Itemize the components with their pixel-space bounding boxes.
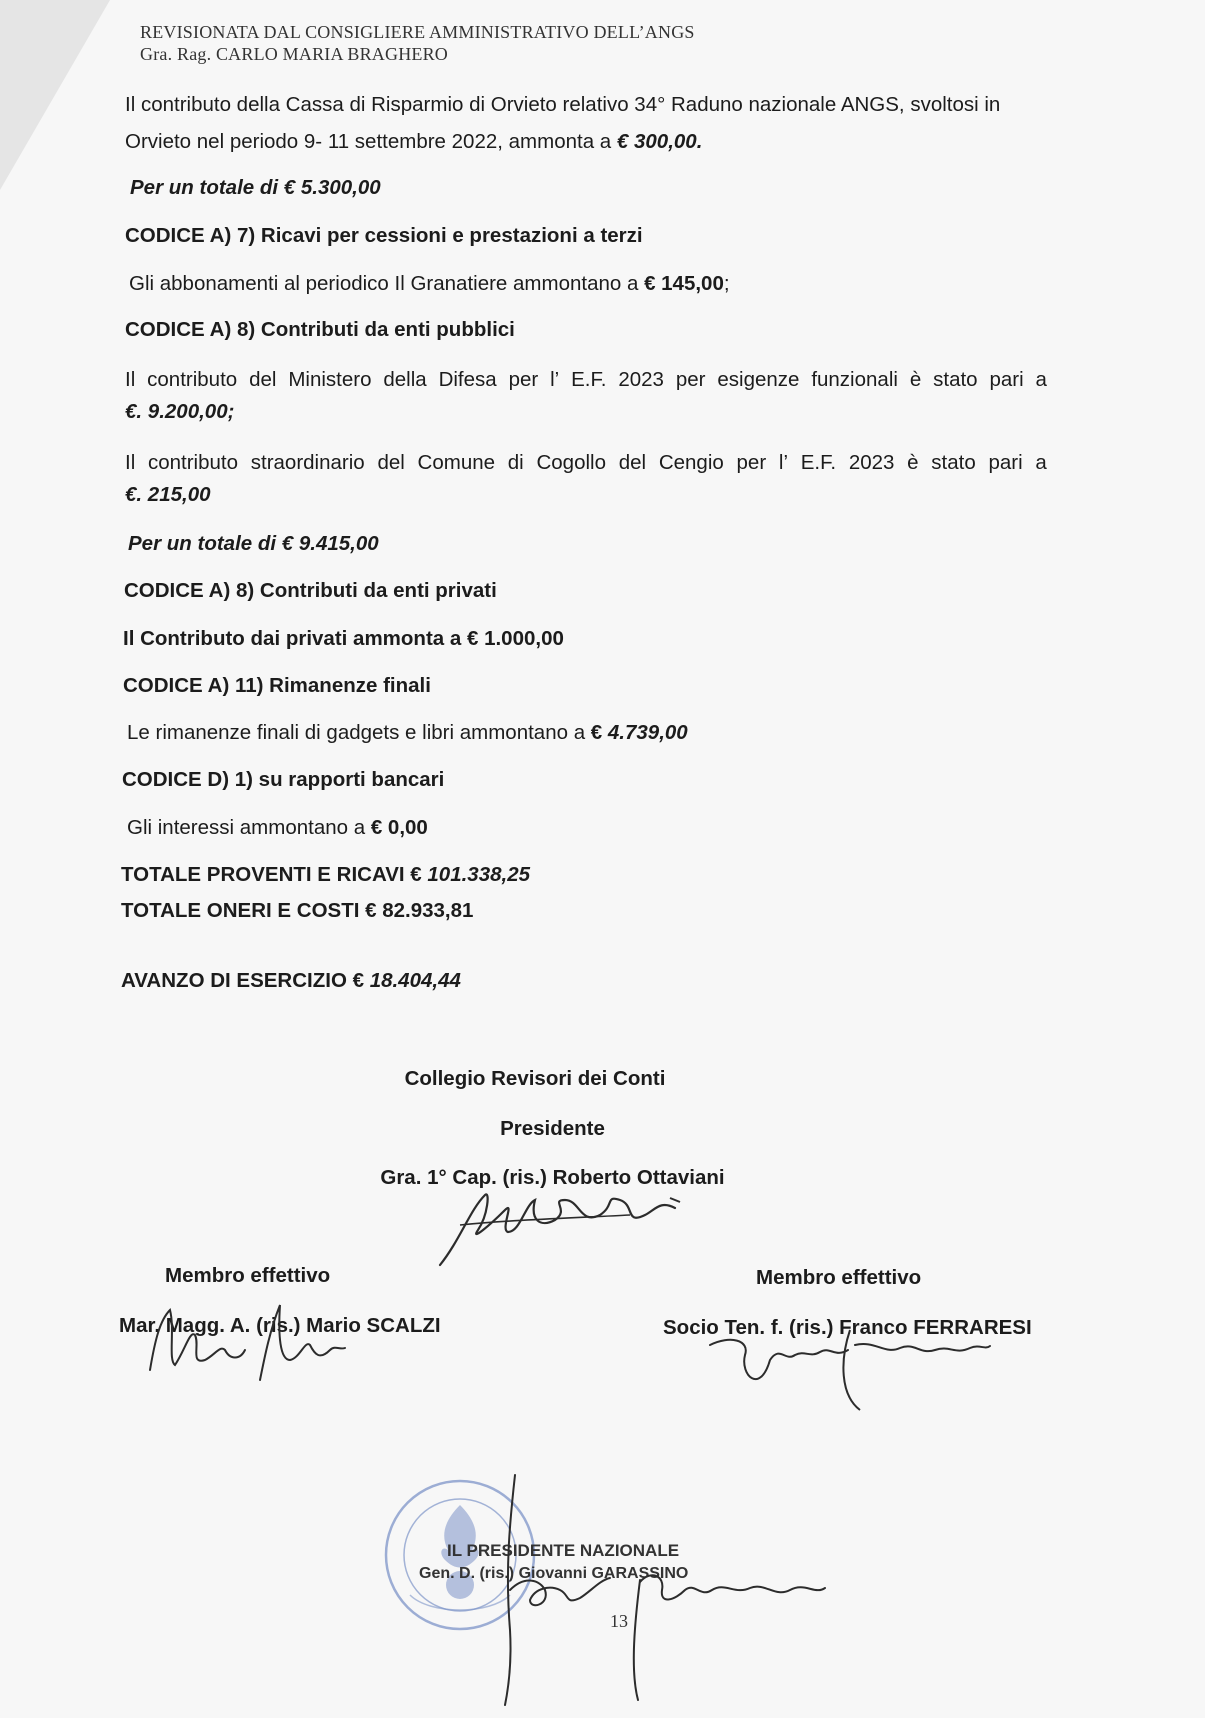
- word: pari: [989, 368, 1024, 391]
- collegio-role: Presidente: [500, 1117, 605, 1140]
- member-right-role: Membro effettivo: [756, 1266, 922, 1289]
- paragraph-abbonamenti-amount: € 145,00: [644, 272, 724, 295]
- word: della: [383, 368, 427, 391]
- word: contributo: [147, 451, 239, 474]
- paragraph-rimanenze-text: Le rimanenze finali di gadgets e libri ammontano a: [127, 721, 591, 744]
- totale-proventi-amount: 101.338,25: [427, 863, 531, 886]
- paragraph-interessi-text: Gli interessi ammontano a: [127, 816, 371, 839]
- member-left-name: Mar. Magg. A. (ris.) Mario SCALZI: [119, 1314, 441, 1337]
- word: straordinario: [250, 451, 365, 474]
- word: è: [909, 368, 922, 391]
- word: Cengio: [658, 451, 724, 474]
- word: Comune: [417, 451, 496, 474]
- word: l’: [778, 451, 789, 474]
- word: 2023: [618, 368, 664, 391]
- code-a8-public-heading: CODICE A) 8) Contributi da enti pubblici: [125, 318, 515, 341]
- totale-oneri: TOTALE ONERI E COSTI € 82.933,81: [121, 899, 474, 922]
- word: Difesa: [438, 368, 497, 391]
- collegio-president-name: Gra. 1° Cap. (ris.) Roberto Ottaviani: [380, 1166, 725, 1189]
- code-a7-heading: CODICE A) 7) Ricavi per cessioni e prestazioni a terzi: [125, 224, 643, 247]
- word: Cogollo: [536, 451, 606, 474]
- signature-garassino: [490, 1470, 850, 1710]
- word: esigenze: [717, 368, 800, 391]
- word: funzionali: [811, 368, 898, 391]
- word: per: [736, 451, 767, 474]
- word: contributo: [147, 368, 238, 391]
- paragraph-rimanenze: [127, 721, 688, 745]
- avanzo-amount: 18.404,44: [369, 969, 461, 992]
- page-number: 13: [610, 1611, 628, 1631]
- paragraph-privati: Il Contributo dai privati ammonta a € 1.000,00: [123, 627, 564, 650]
- code-a8-private-heading: CODICE A) 8) Contributi da enti privati: [124, 579, 497, 602]
- word: del: [249, 368, 277, 391]
- member-right-name: Socio Ten. f. (ris.) Franco FERRARESI: [663, 1316, 1032, 1339]
- paragraph-interessi: [127, 816, 428, 840]
- header-author-line: Gra. Rag. CARLO MARIA BRAGHERO: [140, 44, 449, 64]
- word: del: [377, 451, 405, 474]
- word: l’: [550, 368, 560, 391]
- totale-proventi-label: TOTALE PROVENTI E RICAVI €: [121, 863, 428, 886]
- subtotal-1: Per un totale di € 5.300,00: [130, 176, 381, 199]
- signature-ottaviani: [430, 1170, 700, 1275]
- word: per: [675, 368, 706, 391]
- paragraph-ministero-amount: €. 9.200,00;: [125, 400, 235, 423]
- word: Il: [125, 368, 136, 391]
- avanzo-label: AVANZO DI ESERCIZIO €: [121, 969, 370, 992]
- word: 2023: [848, 451, 895, 474]
- subtotal-2: Per un totale di € 9.415,00: [128, 532, 379, 555]
- paragraph-orvieto-line2: [125, 130, 702, 154]
- presidente-nazionale-title: IL PRESIDENTE NAZIONALE: [447, 1541, 680, 1560]
- header-revision-line: REVISIONATA DAL CONSIGLIERE AMMINISTRATIVO DELL’ANGS: [140, 22, 695, 42]
- paragraph-orvieto-amount: € 300,00.: [616, 130, 703, 153]
- word: stato: [931, 451, 976, 474]
- signature-scalzi: [130, 1300, 360, 1390]
- code-a11-heading: CODICE A) 11) Rimanenze finali: [123, 674, 431, 697]
- paragraph-rimanenze-amount: 4.739,00: [607, 721, 688, 744]
- paragraph-abbonamenti-text: Gli abbonamenti al periodico Il Granatiere ammontano a: [129, 272, 645, 295]
- code-d1-heading: CODICE D) 1) su rapporti bancari: [122, 768, 445, 791]
- collegio-title: Collegio Revisori dei Conti: [404, 1067, 666, 1090]
- word: Ministero: [288, 368, 372, 391]
- paragraph-orvieto-line1: Il contributo della Cassa di Risparmio di Orvieto relativo 34° Raduno nazionale ANGS, svoltosi in: [125, 93, 1001, 116]
- word: di: [507, 451, 524, 474]
- word: a: [1035, 368, 1047, 391]
- word: E.F.: [800, 451, 837, 474]
- word: stato: [933, 368, 978, 391]
- paragraph-comune-line1: [125, 451, 1047, 475]
- word: per: [508, 368, 539, 391]
- totale-proventi: [121, 863, 530, 887]
- word: a: [1035, 451, 1047, 474]
- word: Il: [125, 451, 136, 474]
- paragraph-comune-amount: €. 215,00: [125, 483, 211, 506]
- word: del: [618, 451, 647, 474]
- paragraph-rimanenze-euro: €: [590, 721, 608, 744]
- word: E.F.: [571, 368, 607, 391]
- page-corner-fold: [0, 0, 110, 190]
- paragraph-abbonamenti: [129, 272, 730, 296]
- avanzo-esercizio: [121, 969, 461, 993]
- paragraph-orvieto-text: Orvieto nel periodo 9- 11 settembre 2022, ammonta a: [125, 130, 617, 153]
- word: è: [907, 451, 919, 474]
- paragraph-interessi-amount: € 0,00: [370, 816, 428, 839]
- paragraph-ministero-line1: [125, 368, 1047, 392]
- word: pari: [988, 451, 1023, 474]
- presidente-nazionale-name: Gen. D. (ris.) Giovanni GARASSINO: [419, 1565, 689, 1582]
- signature-ferraresi: [700, 1300, 1000, 1420]
- member-left-role: Membro effettivo: [165, 1264, 331, 1287]
- paragraph-abbonamenti-tail: ;: [723, 272, 730, 295]
